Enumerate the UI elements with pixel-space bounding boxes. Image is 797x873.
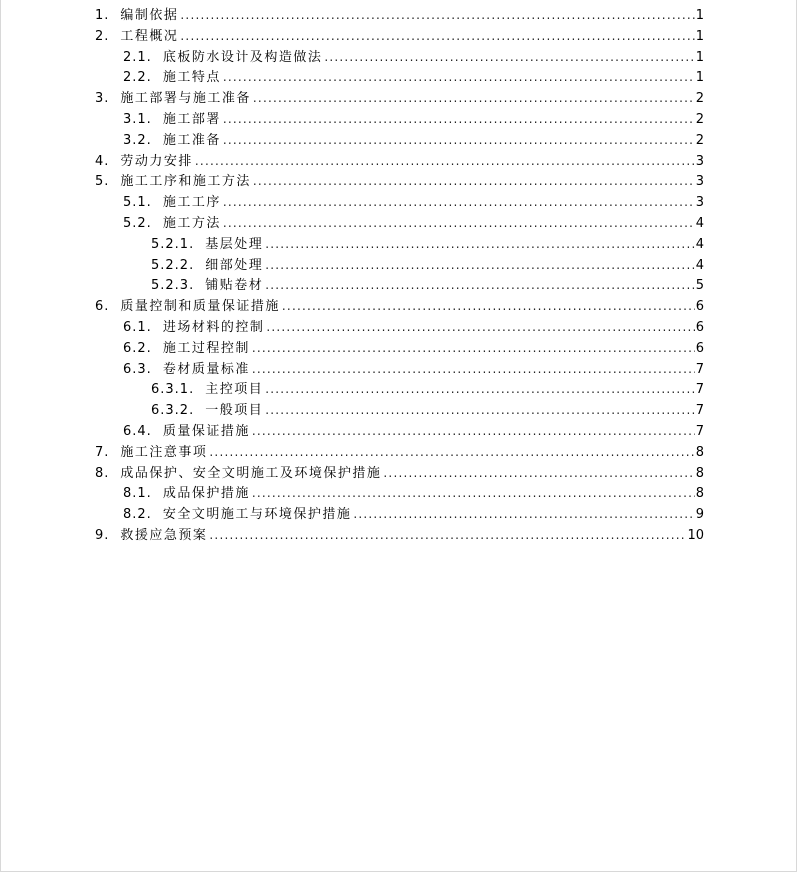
toc-dot-leader [223, 192, 695, 213]
toc-entry-title: 成品保护、安全文明施工及环境保护措施 [120, 465, 382, 481]
toc-dot-leader [209, 525, 686, 546]
toc-entry-title: 施工工序和施工方法 [120, 174, 251, 190]
toc-entry-title: 进场材料的控制 [162, 319, 265, 335]
toc-entry-title: 劳动力安排 [120, 153, 193, 169]
toc-entry-title: 施工方法 [162, 215, 221, 231]
toc-entry-number: 5. [95, 174, 110, 190]
toc-entry-page-number: 10 [687, 527, 704, 543]
toc-dot-leader [223, 130, 695, 151]
toc-dot-leader [353, 504, 694, 525]
toc-entry-number: 9. [95, 527, 110, 543]
toc-entry[interactable] [95, 338, 704, 359]
toc-entry-title: 底板防水设计及构造做法 [162, 49, 323, 65]
toc-entry[interactable] [95, 109, 704, 130]
toc-entry-page-number: 7 [695, 361, 704, 377]
toc-entry-page-number: 2 [695, 111, 704, 127]
toc-entry[interactable] [95, 26, 704, 47]
toc-entry-title: 一般项目 [205, 403, 264, 419]
toc-dot-leader [265, 275, 694, 296]
toc-entry-number: 7. [95, 444, 110, 460]
toc-entry-page-number: 6 [695, 340, 704, 356]
toc-entry[interactable] [95, 275, 704, 296]
toc-entry-title: 铺贴卷材 [205, 278, 264, 294]
toc-entry-number: 3. [95, 91, 110, 107]
toc-entry[interactable] [95, 151, 704, 172]
toc-entry-title: 细部处理 [205, 257, 264, 273]
toc-entry-title: 卷材质量标准 [162, 361, 250, 377]
table-of-contents [95, 5, 704, 546]
toc-entry-page-number: 3 [695, 153, 704, 169]
toc-entry[interactable] [95, 359, 704, 380]
toc-entry-page-number: 6 [695, 319, 704, 335]
toc-entry-page-number: 4 [695, 215, 704, 231]
toc-entry-title: 工程概况 [120, 28, 179, 44]
toc-entry[interactable] [95, 130, 704, 151]
toc-entry-number: 3.1. [123, 111, 152, 127]
toc-entry-title: 施工工序 [162, 195, 221, 211]
toc-dot-leader [180, 26, 694, 47]
toc-dot-leader [180, 5, 694, 26]
toc-entry-page-number: 1 [695, 70, 704, 86]
toc-entry-number: 5.2. [123, 215, 152, 231]
toc-entry-number: 2. [95, 28, 110, 44]
toc-entry-number: 5.2.3. [151, 278, 195, 294]
toc-entry-page-number: 6 [695, 299, 704, 315]
toc-entry-page-number: 1 [695, 28, 704, 44]
toc-entry-page-number: 8 [695, 444, 704, 460]
toc-dot-leader [252, 359, 695, 380]
toc-entry[interactable] [95, 234, 704, 255]
toc-entry-page-number: 1 [695, 49, 704, 65]
toc-entry-page-number: 3 [695, 195, 704, 211]
toc-entry-number: 6.2. [123, 340, 152, 356]
toc-entry-page-number: 8 [695, 486, 704, 502]
toc-entry[interactable] [95, 421, 704, 442]
toc-entry-number: 5.2.1. [151, 236, 195, 252]
toc-entry-page-number: 3 [695, 174, 704, 190]
toc-entry-title: 施工注意事项 [120, 444, 208, 460]
toc-entry[interactable] [95, 504, 704, 525]
toc-entry-number: 6.1. [123, 319, 152, 335]
toc-entry-page-number: 4 [695, 236, 704, 252]
toc-entry[interactable] [95, 192, 704, 213]
toc-entry-page-number: 9 [695, 507, 704, 523]
toc-dot-leader [252, 338, 695, 359]
toc-entry-title: 质量保证措施 [162, 423, 250, 439]
toc-dot-leader [383, 463, 694, 484]
toc-dot-leader [265, 255, 694, 276]
toc-entry-number: 2.2. [123, 70, 152, 86]
toc-entry[interactable] [95, 47, 704, 68]
toc-entry-title: 安全文明施工与环境保护措施 [162, 507, 352, 523]
toc-entry-number: 5.2.2. [151, 257, 195, 273]
toc-entry[interactable] [95, 171, 704, 192]
toc-dot-leader [252, 483, 695, 504]
toc-entry-number: 8.1. [123, 486, 152, 502]
toc-entry-title: 施工过程控制 [162, 340, 250, 356]
toc-entry[interactable] [95, 255, 704, 276]
toc-dot-leader [265, 379, 694, 400]
toc-entry-number: 6.3. [123, 361, 152, 377]
toc-entry-title: 施工部署 [162, 111, 221, 127]
toc-dot-leader [265, 234, 694, 255]
toc-entry-number: 1. [95, 8, 110, 23]
toc-entry-title: 施工特点 [162, 70, 221, 86]
toc-entry[interactable] [95, 463, 704, 484]
toc-entry-title: 质量控制和质量保证措施 [120, 299, 280, 315]
toc-entry-title: 施工准备 [162, 132, 221, 148]
toc-entry-page-number: 4 [695, 257, 704, 273]
toc-entry-page-number: 1 [695, 8, 704, 23]
toc-entry[interactable] [95, 483, 704, 504]
toc-entry-page-number: 8 [695, 465, 704, 481]
toc-entry[interactable] [95, 525, 704, 546]
toc-entry[interactable] [95, 213, 704, 234]
toc-dot-leader [223, 67, 695, 88]
toc-entry[interactable] [95, 296, 704, 317]
toc-dot-leader [324, 47, 694, 68]
toc-dot-leader [265, 400, 694, 421]
toc-dot-leader [266, 317, 694, 338]
toc-entry-number: 8.2. [123, 507, 152, 523]
toc-entry-page-number: 2 [695, 91, 704, 107]
toc-dot-leader [209, 442, 694, 463]
toc-entry-page-number: 5 [695, 278, 704, 294]
toc-entry[interactable] [95, 379, 704, 400]
toc-entry-number: 4. [95, 153, 110, 169]
toc-entry-number: 3.2. [123, 132, 152, 148]
toc-entry[interactable] [95, 400, 704, 421]
toc-dot-leader [282, 296, 695, 317]
toc-entry-page-number: 7 [695, 403, 704, 419]
toc-entry-title: 编制依据 [120, 8, 179, 23]
toc-entry-title: 救援应急预案 [120, 527, 208, 543]
toc-entry-number: 6.3.1. [151, 382, 195, 398]
toc-entry-number: 5.1. [123, 195, 152, 211]
toc-dot-leader [195, 151, 695, 172]
toc-entry[interactable] [95, 442, 704, 463]
toc-entry-page-number: 2 [695, 132, 704, 148]
toc-dot-leader [253, 171, 695, 192]
toc-entry-page-number: 7 [695, 423, 704, 439]
toc-entry-number: 6.3.2. [151, 403, 195, 419]
toc-dot-leader [223, 109, 695, 130]
toc-entry[interactable] [95, 317, 704, 338]
toc-entry-number: 6. [95, 299, 110, 315]
toc-entry-title: 施工部署与施工准备 [120, 91, 251, 107]
toc-dot-leader [253, 88, 695, 109]
toc-entry[interactable] [95, 5, 704, 26]
toc-dot-leader [252, 421, 695, 442]
toc-entry-number: 2.1. [123, 49, 152, 65]
toc-entry-page-number: 7 [695, 382, 704, 398]
toc-entry[interactable] [95, 88, 704, 109]
toc-dot-leader [223, 213, 695, 234]
toc-entry-title: 主控项目 [205, 382, 264, 398]
toc-entry[interactable] [95, 67, 704, 88]
toc-entry-number: 6.4. [123, 423, 152, 439]
toc-entry-title: 基层处理 [205, 236, 264, 252]
toc-entry-number: 8. [95, 465, 110, 481]
toc-entry-title: 成品保护措施 [162, 486, 250, 502]
